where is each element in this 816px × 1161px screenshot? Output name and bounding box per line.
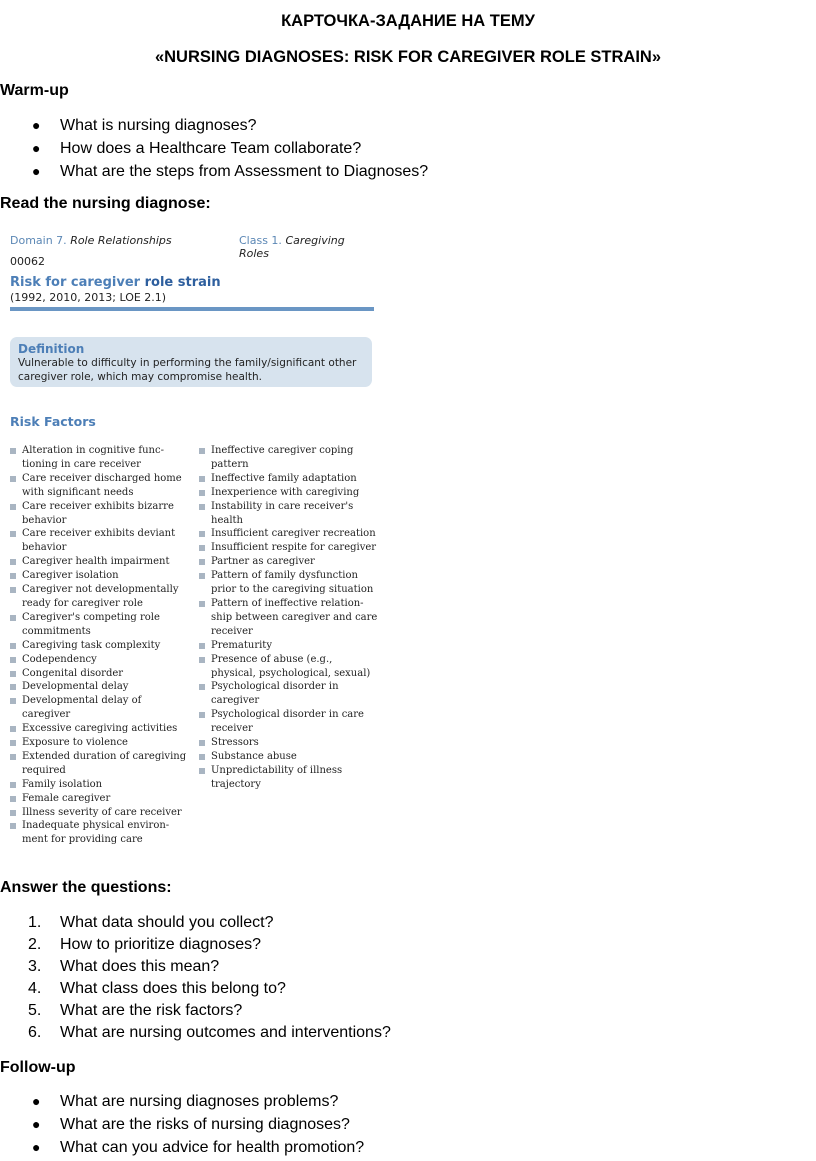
bullet-icon: ● [32,140,41,156]
risk-factor-item: Unpredictability of illness trajectory [199,764,379,792]
list-item: 3. What does this mean? [28,958,220,975]
risk-factor-item: Inexperience with caregiving [199,486,379,500]
list-item: 2. How to prioritize diagnoses? [28,936,261,953]
square-bullet-icon [10,587,16,593]
square-bullet-icon [199,684,205,690]
read-heading: Read the nursing diagnose: [0,195,211,212]
square-bullet-icon [10,684,16,690]
risk-factor-item: Caregiver's competing role commitments [10,611,190,639]
title-line-1: КАРТОЧКА-ЗАДАНИЕ НА ТЕМУ [281,12,535,30]
square-bullet-icon [199,476,205,482]
square-bullet-icon [10,615,16,621]
risk-factor-item: Congenital disorder [10,667,190,681]
domain-label: Domain 7. [10,234,67,247]
risk-factor-item: Caregiver not developmentally ready for caregiver role [10,583,190,611]
followup-list [0,1090,364,1159]
risk-factor-item: Caregiver isolation [10,569,190,583]
square-bullet-icon [199,601,205,607]
square-bullet-icon [10,782,16,788]
class-label: Class 1. [239,234,282,247]
risk-factor-item: Female caregiver [10,792,190,806]
diagnosis-title: Risk for caregiver role strain [10,275,221,290]
answer-heading: Answer the questions: [0,879,172,896]
list-item: ● What are nursing diagnoses problems? [0,1090,364,1113]
list-item: ● How does a Healthcare Team collaborate? [0,137,428,160]
title-line-2: «NURSING DIAGNOSES: RISK FOR CAREGIVER ROLE STRAIN» [154,48,662,66]
square-bullet-icon [199,490,205,496]
square-bullet-icon [10,810,16,816]
bullet-icon: ● [32,117,41,133]
risk-factor-item: Caregiving task complexity [10,639,190,653]
risk-factor-item: Stressors [199,736,379,750]
risk-factor-item: Insufficient respite for caregiver [199,541,379,555]
bullet-icon: ● [32,1093,41,1109]
bullet-icon: ● [32,163,41,179]
risk-factor-item: Care receiver exhibits bizarre behavior [10,500,190,528]
square-bullet-icon [10,448,16,454]
risk-factor-item: Substance abuse [199,750,379,764]
square-bullet-icon [10,573,16,579]
bullet-icon: ● [32,1139,41,1155]
risk-factor-item: Presence of abuse (e.g., physical, psychological, sexual) [199,653,379,681]
list-item: ● What can you advice for health promotion? [0,1136,364,1159]
answer-list [0,912,391,1044]
risk-factor-item: Excessive caregiving activities [10,722,190,736]
list-item: 6. What are nursing outcomes and interventions? [28,1024,391,1041]
risk-factor-item: Illness severity of care receiver [10,806,190,820]
list-item: ● What are the steps from Assessment to Diagnoses? [0,160,428,183]
diagnosis-excerpt [10,228,376,858]
square-bullet-icon [199,740,205,746]
square-bullet-icon [199,504,205,510]
risk-factor-item: Partner as caregiver [199,555,379,569]
list-item: 5. What are the risk factors? [28,1002,243,1019]
risk-factors-right [199,444,379,792]
risk-factor-item: Codependency [10,653,190,667]
list-item: 4. What class does this belong to? [28,980,286,997]
class-name: Caregiving Roles [239,234,345,260]
risk-factor-item: Pattern of family dysfunction prior to the caregiving situation [199,569,379,597]
risk-factor-item: Exposure to violence [10,736,190,750]
definition-text: Vulnerable to difficulty in performing the family/significant other caregiver role, which may compromise health. [18,357,357,383]
square-bullet-icon [10,740,16,746]
list-item: ● What is nursing diagnoses? [0,114,428,137]
diagnosis-years: (1992, 2010, 2013; LOE 2.1) [10,291,167,304]
square-bullet-icon [199,448,205,454]
square-bullet-icon [10,796,16,802]
risk-factor-item: Developmental delay [10,680,190,694]
risk-factor-item: Care receiver exhibits deviant behavior [10,527,190,555]
square-bullet-icon [10,754,16,760]
square-bullet-icon [10,531,16,537]
risk-factor-item: Extended duration of caregiving required [10,750,190,778]
risk-factor-item: Psychological disorder in caregiver [199,680,379,708]
risk-factor-item: Instability in care receiver's health [199,500,379,528]
risk-factor-item: Care receiver discharged home with significant needs [10,472,190,500]
square-bullet-icon [199,643,205,649]
bullet-icon: ● [32,1116,41,1132]
risk-factor-item: Inadequate physical environ-ment for providing care [10,819,190,847]
risk-factor-item: Family isolation [10,778,190,792]
square-bullet-icon [199,573,205,579]
square-bullet-icon [10,559,16,565]
domain-name: Role Relationships [70,234,172,247]
square-bullet-icon [199,545,205,551]
followup-heading: Follow-up [0,1059,76,1076]
definition-box [10,337,372,387]
square-bullet-icon [199,657,205,663]
square-bullet-icon [10,643,16,649]
square-bullet-icon [10,823,16,829]
risk-factor-item: Ineffective caregiver coping pattern [199,444,379,472]
square-bullet-icon [199,531,205,537]
risk-factor-item: Caregiver health impairment [10,555,190,569]
square-bullet-icon [199,754,205,760]
risk-factor-item: Prematurity [199,639,379,653]
square-bullet-icon [10,726,16,732]
list-item: 1. What data should you collect? [28,914,274,931]
definition-label: Definition [18,342,85,356]
list-item: ● What are the risks of nursing diagnoses? [0,1113,364,1136]
warmup-heading: Warm-up [0,82,69,99]
risk-factor-item: Developmental delay of caregiver [10,694,190,722]
risk-factor-item: Ineffective family adaptation [199,472,379,486]
divider-bar [10,307,374,311]
risk-factors-left [10,444,190,847]
square-bullet-icon [199,768,205,774]
risk-factor-item: Psychological disorder in care receiver [199,708,379,736]
square-bullet-icon [199,559,205,565]
square-bullet-icon [10,657,16,663]
warmup-list [0,114,428,183]
diagnosis-code: 00062 [10,255,45,268]
square-bullet-icon [10,698,16,704]
risk-factors-title: Risk Factors [10,414,96,429]
square-bullet-icon [10,671,16,677]
risk-factor-item: Insufficient caregiver recreation [199,527,379,541]
domain-class-row [10,234,376,260]
square-bullet-icon [10,504,16,510]
risk-factor-item: Pattern of ineffective relation-ship between caregiver and care receiver [199,597,379,639]
square-bullet-icon [10,476,16,482]
square-bullet-icon [199,712,205,718]
risk-factor-item: Alteration in cognitive func-tioning in care receiver [10,444,190,472]
